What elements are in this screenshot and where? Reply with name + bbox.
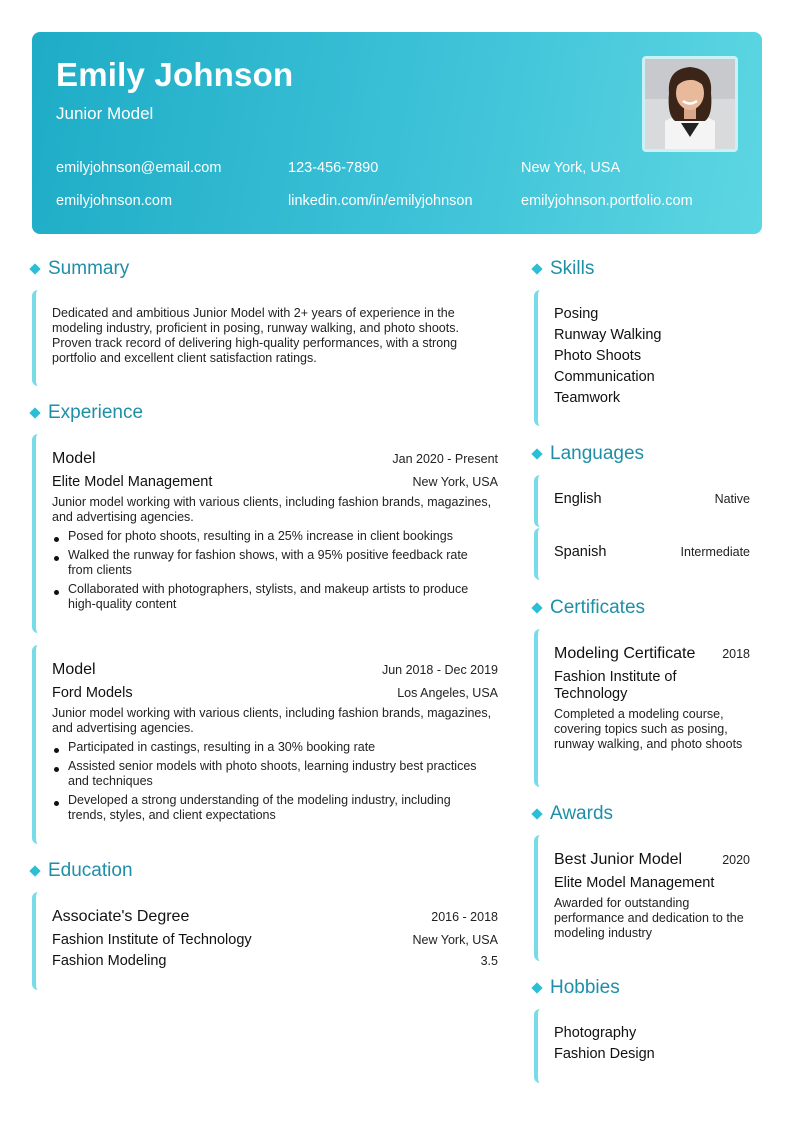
- diamond-icon: [29, 263, 40, 274]
- language-level: Native: [714, 492, 750, 506]
- experience-heading-text: Experience: [48, 402, 144, 423]
- skill-item: Teamwork: [554, 390, 621, 406]
- summary-block: [32, 290, 494, 386]
- skill-item: Communication: [554, 369, 655, 385]
- experience-company: Ford Models: [52, 685, 133, 701]
- skill-item: Runway Walking: [554, 327, 662, 343]
- certificates-heading-text: Certificates: [550, 597, 646, 618]
- contact-linkedin[interactable]: linkedin.com/in/emilyjohnson: [288, 193, 473, 209]
- diamond-icon: [531, 982, 542, 993]
- language-name: Spanish: [554, 544, 607, 560]
- candidate-name: Emily Johnson: [56, 56, 294, 93]
- education-location: New York, USA: [412, 933, 498, 947]
- hobby-item: Photography: [554, 1025, 637, 1041]
- languages-heading: [530, 443, 644, 465]
- skill-item: Photo Shoots: [554, 348, 642, 364]
- experience-item: [32, 645, 498, 844]
- contact-location: New York, USA: [521, 160, 621, 176]
- award-year: 2020: [722, 853, 750, 867]
- language-row: [554, 491, 750, 507]
- education-field-row: [52, 953, 498, 969]
- education-school: Fashion Institute of Technology: [52, 932, 252, 948]
- diamond-icon: [531, 263, 542, 274]
- experience-location: Los Angeles, USA: [397, 686, 498, 700]
- experience-role: Model: [52, 661, 96, 678]
- skills-block: [534, 290, 746, 426]
- awards-heading: [530, 803, 613, 825]
- contact-email[interactable]: emilyjohnson@email.com: [56, 160, 222, 176]
- contact-phone[interactable]: 123-456-7890: [288, 160, 379, 176]
- education-degree: Associate's Degree: [52, 908, 190, 925]
- skills-list: [554, 304, 661, 409]
- certificate-description: Completed a modeling course, covering topics such as posing, runway walking, and photo shoots: [554, 707, 743, 751]
- experience-heading: [28, 402, 143, 424]
- language-name: English: [554, 491, 602, 507]
- education-heading: [28, 860, 133, 882]
- experience-company-row: [52, 685, 498, 701]
- list-item: Assisted senior models with photo shoots, learning industry best practices and techniques: [52, 759, 492, 789]
- language-item: [534, 475, 750, 527]
- experience-description: Junior model working with various clients, including fashion brands, magazines, and advertising agencies.: [52, 706, 492, 735]
- certificate-header: [554, 645, 750, 663]
- experience-dates: Jun 2018 - Dec 2019: [381, 663, 498, 677]
- skills-heading: [530, 258, 594, 280]
- summary-text: Dedicated and ambitious Junior Model with 2+ years of experience in the modeling industry, proficient in posing, runway walking, and photo shoots. Proven track record of delivering high-quality performances, with a strong portfolio and excellent client satisfaction ratings.: [52, 306, 459, 365]
- education-block: [32, 892, 498, 990]
- certificate-item: [534, 629, 750, 787]
- certificate-issuer: Fashion Institute of Technology: [554, 669, 677, 702]
- education-gpa: 3.5: [480, 954, 498, 968]
- hobbies-heading: [530, 977, 620, 999]
- certificates-heading: [530, 597, 645, 619]
- experience-dates: Jan 2020 - Present: [392, 452, 498, 466]
- languages-heading-text: Languages: [550, 443, 645, 464]
- resume-header: [32, 32, 762, 234]
- award-issuer: Elite Model Management: [554, 875, 715, 891]
- candidate-title: Junior Model: [56, 104, 154, 123]
- experience-company-row: [52, 474, 498, 490]
- list-item: Collaborated with photographers, stylists, and makeup artists to produce high-quality content: [52, 582, 492, 612]
- hobbies-block: [534, 1009, 746, 1083]
- certificate-year: 2018: [722, 647, 750, 661]
- education-degree-row: [52, 908, 498, 926]
- list-item: Posed for photo shoots, resulting in a 25% increase in client bookings: [52, 529, 492, 544]
- profile-photo: [642, 56, 738, 152]
- experience-description: Junior model working with various clients, including fashion brands, magazines, and advertising agencies.: [52, 495, 492, 524]
- contact-website[interactable]: emilyjohnson.com: [56, 193, 173, 209]
- experience-role: Model: [52, 450, 96, 467]
- diamond-icon: [531, 448, 542, 459]
- summary-heading: [28, 258, 129, 280]
- experience-company: Elite Model Management: [52, 474, 213, 490]
- education-school-row: [52, 932, 498, 948]
- award-item: [534, 835, 750, 961]
- language-row: [554, 544, 750, 560]
- list-item: Developed a strong understanding of the modeling industry, including trends, styles, and client expectations: [52, 793, 492, 823]
- certificate-name: Modeling Certificate: [554, 645, 696, 662]
- hobby-item: Fashion Design: [554, 1046, 655, 1062]
- education-field: Fashion Modeling: [52, 953, 167, 969]
- hobbies-list: [554, 1023, 655, 1065]
- language-level: Intermediate: [680, 545, 750, 559]
- award-description: Awarded for outstanding performance and dedication to the modeling industry: [554, 896, 744, 940]
- diamond-icon: [29, 407, 40, 418]
- experience-item: [32, 434, 498, 633]
- education-heading-text: Education: [48, 860, 133, 881]
- experience-item-header: [52, 661, 498, 679]
- awards-heading-text: Awards: [550, 803, 614, 824]
- hobbies-heading-text: Hobbies: [550, 977, 620, 998]
- language-item: [534, 528, 750, 580]
- summary-heading-text: Summary: [48, 258, 130, 279]
- award-name: Best Junior Model: [554, 851, 683, 868]
- experience-bullets: [52, 740, 492, 827]
- award-header: [554, 851, 750, 869]
- diamond-icon: [29, 865, 40, 876]
- education-dates: 2016 - 2018: [431, 910, 498, 924]
- experience-bullets: [52, 529, 492, 616]
- diamond-icon: [531, 602, 542, 613]
- skills-heading-text: Skills: [550, 258, 595, 279]
- experience-item-header: [52, 450, 498, 468]
- contact-portfolio[interactable]: emilyjohnson.portfolio.com: [521, 193, 693, 209]
- list-item: Participated in castings, resulting in a 30% booking rate: [52, 740, 492, 755]
- skill-item: Posing: [554, 306, 599, 322]
- experience-location: New York, USA: [412, 475, 498, 489]
- diamond-icon: [531, 808, 542, 819]
- list-item: Walked the runway for fashion shows, with a 95% positive feedback rate from clients: [52, 548, 492, 578]
